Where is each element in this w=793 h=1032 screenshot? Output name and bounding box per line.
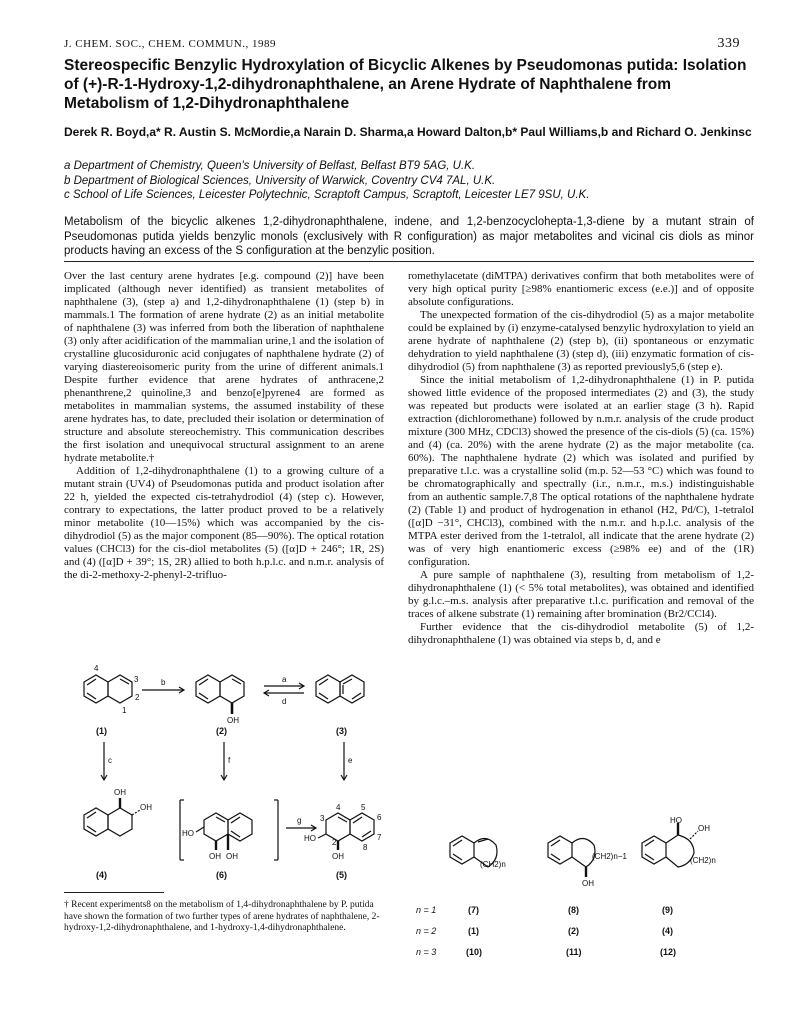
atom-number: 2 <box>332 838 337 847</box>
affiliation-a: a Department of Chemistry, Queen's University of Belfast, Belfast BT9 5AG, U.K. <box>64 160 476 172</box>
atom-number: 5 <box>361 803 366 812</box>
ring-substituent: (CH2)n−1 <box>592 852 627 861</box>
atom-number: 4 <box>94 664 99 673</box>
compound-label: (12) <box>660 947 677 957</box>
compound-label: (4) <box>662 926 673 936</box>
author-list: Derek R. Boyd,a* R. Austin S. McMordie,a Narain D. Sharma,a Howard Dalton,b* Paul Williams,b and Richard O. Jenkinsc <box>64 125 752 139</box>
compound-label: (1) <box>96 726 107 736</box>
abstract-rule <box>64 261 754 262</box>
hydroxyl-group: OH <box>209 852 221 861</box>
footnote-rule <box>64 892 164 893</box>
compound-label: (11) <box>566 947 582 957</box>
atom-number: 6 <box>377 813 382 822</box>
atom-number: 7 <box>377 833 382 842</box>
paragraph: Addition of 1,2-dihydronaphthalene (1) to a growing culture of a mutant strain (UV4) of Pseudomonas putida and product isolation after 22 h, yielded the expected cis-tetrahydrodiol (4) (step c). However, contrary to expectations, the latter product proved to be a relatively minor metabolite (10—15%) which was accompanied by the cis-dihydrodiol (5) as the major component (85—90%). The optical rotation values (CHCl3) for the cis-diol metabolites (5) ([α]D + 246°; 1R, 2S) and (4) ([α]D + 39°; 1S, 2R) allied to both h.p.l.c. and n.m.r. analysis of the di-2-methoxy-2-phenyl-2-trifluo- <box>64 465 384 581</box>
affiliations <box>64 159 754 203</box>
hydroxyl-group: OH <box>227 716 239 725</box>
hydroxyl-group: OH <box>698 824 710 833</box>
step-label: f <box>228 756 231 765</box>
atom-number: 3 <box>320 814 325 823</box>
compound-label: (10) <box>466 947 483 957</box>
atom-number: 4 <box>336 803 341 812</box>
compound-label: (7) <box>468 905 479 915</box>
footnote: † Recent experiments8 on the metabolism of 1,4-dihydronaphthalene by P. putida have shown the formation of two further types of arene hydrates of naphthalene, 2-hydroxy-1,2-dihydronaphthalene, and 1-hydroxy-1,4-dihydronaphthalene. <box>64 900 380 933</box>
reaction-scheme <box>64 660 394 885</box>
step-label: b <box>161 678 166 687</box>
atom-number: 1 <box>122 706 127 715</box>
compound-label: (5) <box>336 870 347 880</box>
body-column-left <box>64 270 384 582</box>
paragraph: Over the last century arene hydrates [e.g. compound (2)] have been implicated (although never identified) as transient metabolites of naphthalene (3), (step a) and 1,2-dihydronaphthalene (1) (step b) in mammals.1 The formation of arene hydrate (2) as an initial metabolite of naphthalene (3) was inferred from both the liberation of naphthalene (3) only after acidification of the mammalian urine,1 and the isolation of crystalline glucosiduronic acid conjugates of naphthalene hydrate (2) of varying diastereoisomeric purity from the urine of different animals.1 Despite further evidence that arene hydrates of anthracene,2 phenanthrene,2 quinoline,3 and benzo[e]pyrene4 are formed as metabolites in mammalian systems, the assumed instability of these arene hydrates has, to date, precluded their isolation or determination of structure and absolute stereochemistry. This communication describes the first isolation and unequivocal structural assignment to an arene hydrate metabolite.† <box>64 270 384 464</box>
hydroxyl-group: OH <box>332 852 344 861</box>
ring-substituent: (CH2)n <box>480 860 506 869</box>
atom-number: 2 <box>135 693 140 702</box>
compound-label: (9) <box>662 905 673 915</box>
paragraph: Since the initial metabolism of 1,2-dihydronaphthalene (1) in P. putida showed little evidence of the proposed intermediates (2) and (3), the study was repeated but products were isolated at an earlier stage (3 h). Rapid extraction (dichloromethane) followed by n.m.r. analysis of the crude product mixture (300 MHz, CDCl3) showed the presence of the cis-diols (5) (ca. 15%) and (4) (ca. 20%) with the arene hydrate (2) as the major metabolite (ca. 60%). The naphthalene hydrate (2) which was isolated and purified by preparative t.l.c. was a crystalline solid (m.p. 52—53 °C) which was found to be chromatographically and spectrally (i.r., n.m.r., m.s.) indistinguishable from an authentic sample.7,8 The optical rotations of the naphthalene hydrate (2) (Table 1) and product of hydrogenation in ethanol (H2, Pd/C), 1-tetralol ([α]D −31°, CHCl3), combined with the n.m.r. and h.p.l.c. analysis of the MTPA ester derived from the 1-tetralol, all indicate that the arene hydrate (2) was of very high enantiomeric excess (≥98% ee) and of the (1R) configuration. <box>408 374 754 568</box>
compound-label: (3) <box>336 726 347 736</box>
compound-series-scheme <box>408 815 754 965</box>
body-column-right <box>408 270 754 647</box>
step-label: g <box>297 816 302 825</box>
hydroxyl-group: HO <box>670 816 682 825</box>
ring-substituent: (CH2)n <box>690 856 716 865</box>
hydroxyl-group: OH <box>582 879 594 888</box>
hydroxyl-group: HO <box>182 829 194 838</box>
step-label: d <box>282 697 287 706</box>
compound-label: (4) <box>96 870 107 880</box>
hydroxyl-group: OH <box>226 852 238 861</box>
page-number: 339 <box>717 36 740 51</box>
compound-label: (2) <box>216 726 227 736</box>
hydroxyl-group: HO <box>304 834 316 843</box>
n-value: n = 2 <box>416 926 437 936</box>
step-label: c <box>108 756 112 765</box>
compound-label: (2) <box>568 926 579 936</box>
affiliation-c: c School of Life Sciences, Leicester Polytechnic, Scraptoft Campus, Scraptoft, Leicester LE7 9SU, U.K. <box>64 189 590 201</box>
affiliation-b: b Department of Biological Sciences, University of Warwick, Coventry CV4 7AL, U.K. <box>64 174 496 187</box>
n-value: n = 3 <box>416 947 437 957</box>
compound-label: (8) <box>568 905 579 915</box>
step-label: e <box>348 756 353 765</box>
atom-number: 8 <box>363 843 368 852</box>
journal-name: J. CHEM. SOC., CHEM. COMMUN., 1989 <box>64 38 276 50</box>
running-header <box>64 38 740 50</box>
hydroxyl-group: OH <box>114 788 126 797</box>
n-value: n = 1 <box>416 905 437 915</box>
article-title: Stereospecific Benzylic Hydroxylation of Bicyclic Alkenes by Pseudomonas putida: Isolation of (+)-R-1-Hydroxy-1,2-dihydronaphthalene, an Arene Hydrate of Naphthalene from Metabolism of 1,2-Dihydronaphthalene <box>64 57 747 112</box>
atom-number: 3 <box>134 675 139 684</box>
compound-label: (1) <box>468 926 479 936</box>
step-label: a <box>282 675 287 684</box>
paragraph: romethylacetate (diMTPA) derivatives confirm that both metabolites were of very high optical purity [≥98% enantiomeric excess (e.e.)] and of opposite absolute configurations. <box>408 270 754 308</box>
compound-label: (6) <box>216 870 227 880</box>
abstract: Metabolism of the bicyclic alkenes 1,2-dihydronaphthalene, indene, and 1,2-benzocyclohepta-1,3-diene by a mutant strain of Pseudomonas putida yields benzylic monols (exclusively with R configuration) as major metabolites and vicinal cis diols as minor products having an excess of the S configuration at the benzylic position. <box>64 216 754 257</box>
paragraph: The unexpected formation of the cis-dihydrodiol (5) as a major metabolite could be explained by (i) enzyme-catalysed benzylic hydroxylation to yield an arene hydrate of naphthalene (2) (step b), (ii) spontaneous or enzymatic dehydration to yield naphthalene (3) (step d), (iii) enzymatic formation of cis-dihydrodiol (5) from naphthalene (3) as reported previously5,6 (step e). <box>408 309 754 373</box>
hydroxyl-group: OH <box>140 803 152 812</box>
paragraph: Further evidence that the cis-dihydrodiol metabolite (5) of 1,2-dihydronaphthalene (1) was obtained via steps b, d, and e <box>408 621 754 646</box>
paragraph: A pure sample of naphthalene (3), resulting from metabolism of 1,2-dihydronaphthalene (1) (< 5% total metabolites), was obtained and identified by g.l.c.–m.s. analysis after preparative t.l.c. purification and removal of the traces of alkene substrate (1) remaining after bromination (Br2/CCl4). <box>408 569 754 620</box>
